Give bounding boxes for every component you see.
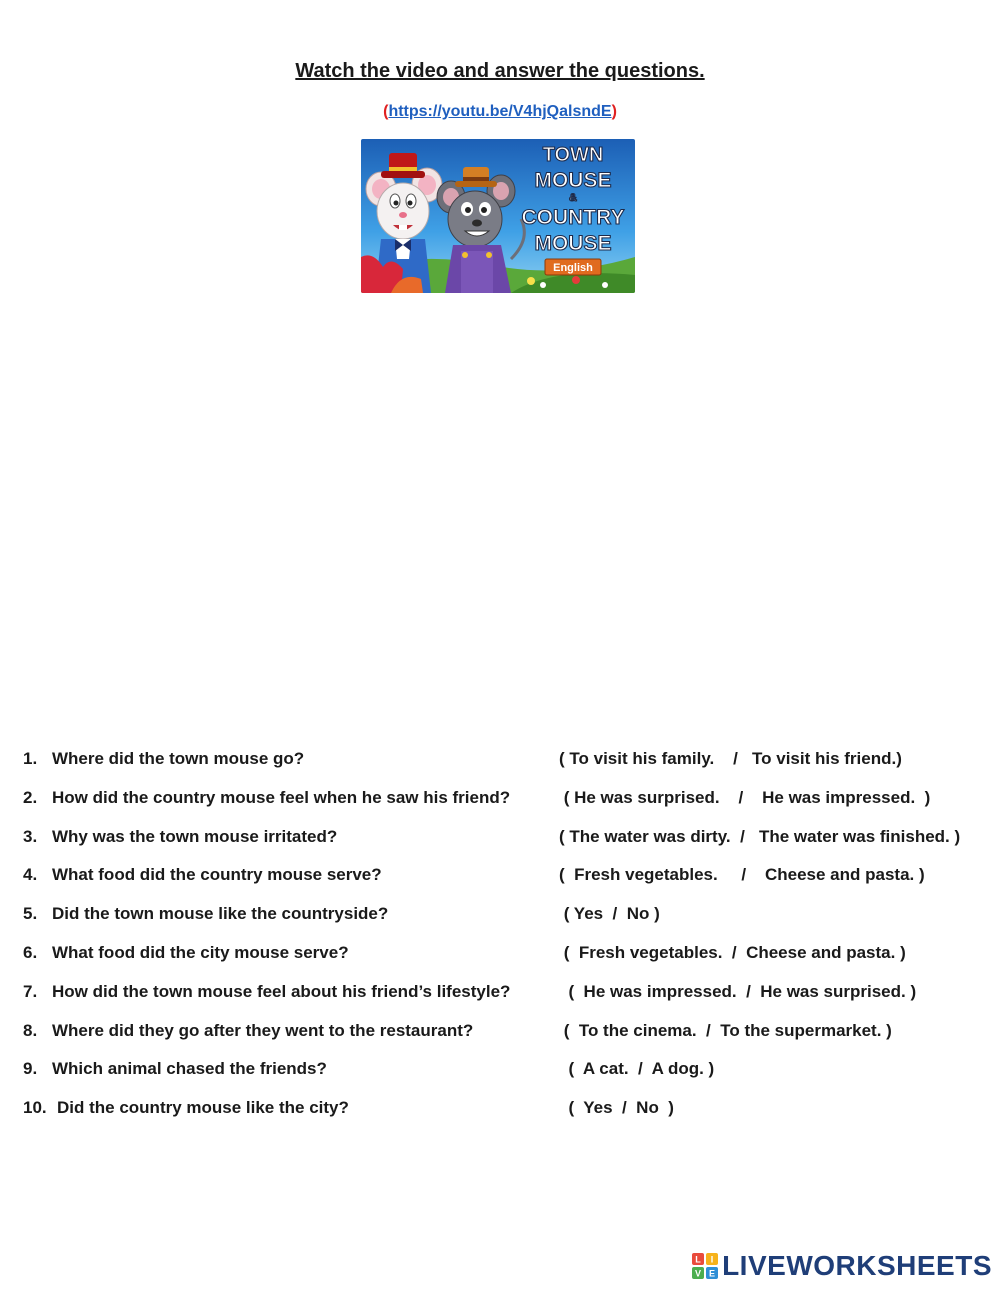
question-item-2 bbox=[23, 786, 983, 825]
question-text: Where did the town mouse go? bbox=[52, 749, 305, 768]
question-text: What food did the city mouse serve? bbox=[52, 942, 349, 962]
thumb-title-line2: MOUSE bbox=[534, 169, 612, 192]
link-open-paren: ( bbox=[383, 103, 389, 120]
question-text: What food did the country mouse serve? bbox=[52, 865, 382, 885]
video-link[interactable]: https://youtu.be/V4hjQalsndE bbox=[388, 103, 612, 120]
svg-text:E: E bbox=[709, 1268, 716, 1279]
logo-wordmark: LIVEWORKSHEETS bbox=[722, 1250, 992, 1281]
link-close-paren: ) bbox=[611, 103, 617, 120]
liveworksheets-logo bbox=[692, 1251, 992, 1281]
answer-options[interactable]: ( The water was dirty. / The water was finished. ) bbox=[559, 826, 961, 846]
worksheet-title: Watch the video and answer the questions. bbox=[295, 60, 705, 82]
answer-options[interactable]: ( He was surprised. / He was impressed. ) bbox=[559, 787, 931, 807]
svg-text:I: I bbox=[710, 1254, 714, 1265]
question-list bbox=[23, 747, 983, 1135]
question-number: 2. bbox=[23, 787, 38, 807]
question-item-7 bbox=[23, 980, 983, 1019]
answer-options[interactable]: ( To the cinema. / To the supermarket. ) bbox=[559, 1020, 892, 1040]
thumb-badge: English bbox=[553, 262, 593, 274]
answer-options[interactable]: ( To visit his family. / To visit his friend.) bbox=[559, 749, 902, 768]
question-number: 1. bbox=[23, 749, 38, 768]
question-number: 3. bbox=[23, 826, 38, 846]
question-item-4 bbox=[23, 863, 983, 902]
answer-options[interactable]: ( A cat. / A dog. ) bbox=[559, 1059, 715, 1079]
question-number: 4. bbox=[23, 865, 38, 885]
question-item-5 bbox=[23, 902, 983, 941]
question-text: How did the town mouse feel about his friend’s lifestyle? bbox=[52, 981, 511, 1001]
question-number: 7. bbox=[23, 981, 38, 1001]
question-text: Did the country mouse like the city? bbox=[57, 1098, 349, 1118]
question-number: 8. bbox=[23, 1020, 38, 1040]
svg-text:L: L bbox=[695, 1254, 701, 1265]
thumb-title-line1: TOWN bbox=[542, 144, 604, 166]
question-text: How did the country mouse feel when he saw his friend? bbox=[52, 787, 511, 807]
question-item-3 bbox=[23, 825, 983, 864]
question-number: 9. bbox=[23, 1059, 38, 1079]
question-number: 10. bbox=[23, 1098, 47, 1118]
answer-options[interactable]: ( He was impressed. / He was surprised. ) bbox=[559, 981, 917, 1001]
question-text: Where did they go after they went to the restaurant? bbox=[52, 1020, 474, 1040]
question-text: Why was the town mouse irritated? bbox=[52, 826, 338, 846]
question-text: Did the town mouse like the countryside? bbox=[52, 904, 389, 924]
question-text: Which animal chased the friends? bbox=[52, 1059, 327, 1079]
svg-text:V: V bbox=[695, 1268, 702, 1279]
thumb-title-line3: COUNTRY bbox=[521, 206, 625, 229]
thumb-title-amp: & bbox=[569, 192, 577, 204]
question-item-1 bbox=[23, 747, 983, 786]
question-item-10 bbox=[23, 1096, 983, 1135]
question-item-9 bbox=[23, 1057, 983, 1096]
question-number: 6. bbox=[23, 942, 38, 962]
logo-grid-icon bbox=[692, 1253, 718, 1279]
answer-options[interactable]: ( Fresh vegetables. / Cheese and pasta. ) bbox=[559, 865, 925, 885]
answer-options[interactable]: ( Fresh vegetables. / Cheese and pasta. ) bbox=[559, 942, 906, 962]
question-number: 5. bbox=[23, 904, 38, 924]
question-item-8 bbox=[23, 1019, 983, 1058]
question-item-6 bbox=[23, 941, 983, 980]
video-thumbnail[interactable] bbox=[361, 139, 635, 293]
answer-options[interactable]: ( Yes / No ) bbox=[559, 904, 660, 924]
video-link-line bbox=[0, 103, 1000, 121]
answer-options[interactable]: ( Yes / No ) bbox=[559, 1098, 674, 1118]
thumb-title-line4: MOUSE bbox=[534, 232, 612, 255]
